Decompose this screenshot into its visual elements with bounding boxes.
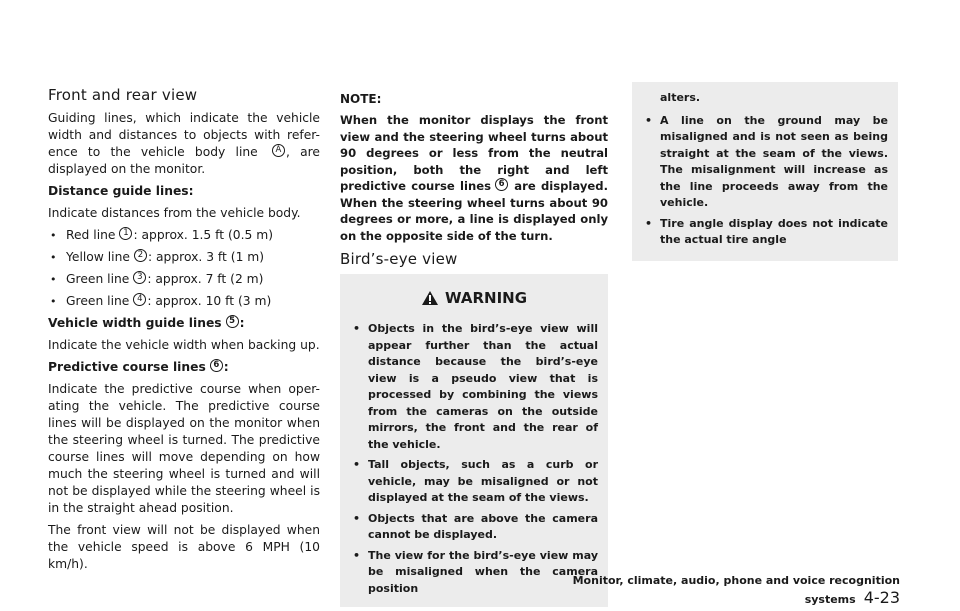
distance-heading: Distance guide lines:	[48, 184, 194, 198]
callout-number: 4	[133, 293, 146, 306]
callout-number: 1	[119, 227, 132, 240]
section-title-birds-eye: Bird’s-eye view	[340, 250, 458, 268]
page-footer	[520, 569, 900, 607]
list-item: • The view for the bird’s-eye view may be misaligned when the camera position	[350, 548, 598, 598]
predictive-heading: Predictive course lines 6 :	[48, 360, 229, 374]
callout-number: 6	[210, 359, 223, 372]
distance-lines-list	[48, 227, 320, 310]
warning-continued-text: alters.	[660, 91, 701, 104]
callout-a-marker: A	[272, 144, 285, 157]
callout-number: 6	[495, 178, 508, 191]
section-title-front-rear: Front and rear view	[48, 86, 198, 104]
note-text: When the monitor displays the front view and the steering wheel turns about 90 degrees or less from the neutral position, both the right and left predictive course lines 6 are displayed. When the steering wheel turns about 90 degrees or more, a line is displayed only on the opposite side of the turn.	[340, 113, 608, 243]
list-item: • Green line 4 : approx. 10 ft (3 m)	[48, 293, 320, 310]
list-item: • Tire angle display does not indicate the actual tire angle	[642, 216, 888, 249]
speed-note: The front view will not be displayed when the vehicle speed is above 6 MPH (10 km/h).	[48, 523, 320, 571]
left-column	[48, 86, 320, 578]
list-item: • Yellow line 2 : approx. 3 ft (1 m)	[48, 249, 320, 266]
page-number: 4-23	[863, 588, 900, 607]
intro-paragraph: Guiding lines, which indicate the vehicle width and distances to objects with refer-ence to the vehicle body line A , are displayed on the monitor.	[48, 111, 320, 176]
width-desc: Indicate the vehicle width when backing up.	[48, 338, 320, 352]
distance-desc: Indicate distances from the vehicle body.	[48, 206, 301, 220]
callout-number: 5	[226, 315, 239, 328]
warning-header	[350, 288, 598, 307]
predictive-desc: Indicate the predictive course when oper-ating the vehicle. The predictive course lines will be displayed on the monitor when the steering wheel is turned. The predictive course lines will move depending on how much the steering wheel is turned and will not be displayed while the steering wheel is in the straight ahead position.	[48, 382, 320, 515]
warning-list-continued	[642, 113, 888, 249]
list-item: • Objects in the bird’s-eye view will appear further than the actual distance because the bird’s-eye view is a pseudo view that is processed by combining the views from the cameras on the outside mirrors, the front and the rear of the vehicle.	[350, 321, 598, 453]
warning-list	[350, 321, 598, 597]
note-title: NOTE:	[340, 92, 382, 106]
warning-triangle-icon	[421, 290, 439, 306]
warning-box	[340, 274, 608, 607]
list-item: • Red line 1 : approx. 1.5 ft (0.5 m)	[48, 227, 320, 244]
warning-label: WARNING	[444, 289, 528, 307]
callout-number: 3	[133, 271, 146, 284]
list-item: • Objects that are above the camera cannot be displayed.	[350, 511, 598, 544]
list-item: • Tall objects, such as a curb or vehicle, may be misaligned or not displayed at the seam of the views.	[350, 457, 598, 507]
list-item: • Green line 3 : approx. 7 ft (2 m)	[48, 271, 320, 288]
list-item: • A line on the ground may be misaligned and is not seen as being straight at the seam of the views. The misalignment will increase as the line proceeds away from the vehicle.	[642, 113, 888, 212]
width-heading: Vehicle width guide lines 5 :	[48, 316, 245, 330]
middle-column	[340, 91, 608, 607]
footer-section-title: Monitor, climate, audio, phone and voice recognition systems	[572, 574, 900, 606]
right-column	[632, 82, 898, 261]
callout-number: 2	[134, 249, 147, 262]
warning-continued-box	[632, 82, 898, 261]
